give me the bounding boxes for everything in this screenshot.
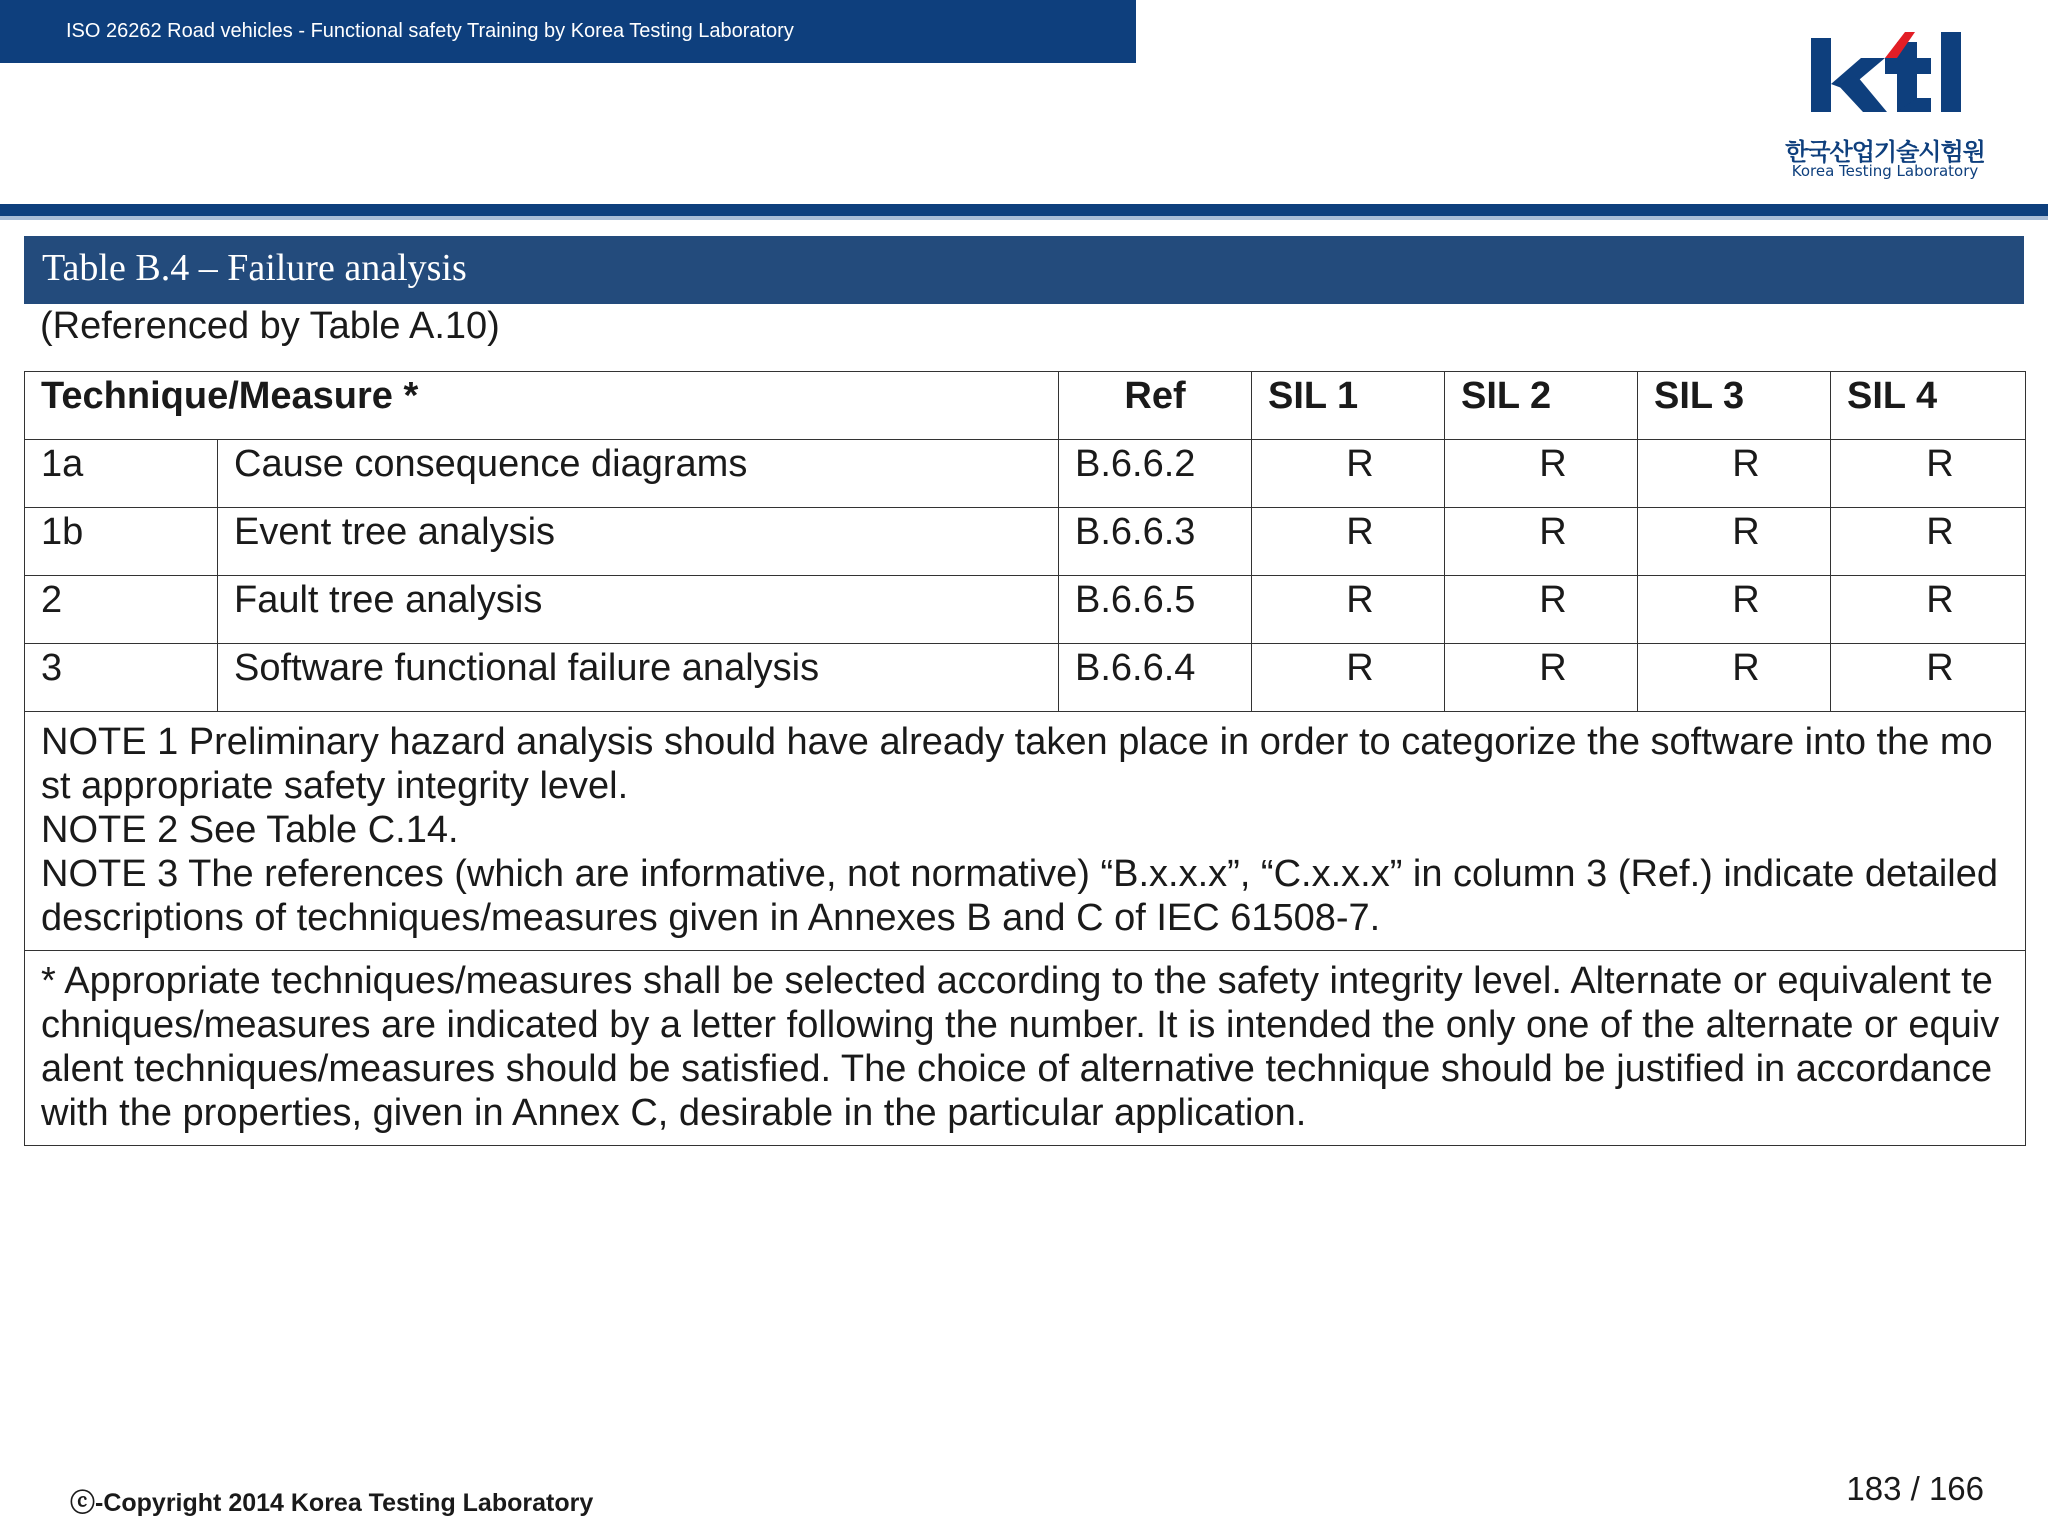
table-row — [25, 508, 2026, 576]
row-sil2: R — [1445, 576, 1638, 644]
table-title-band — [24, 236, 2024, 304]
row-technique: Event tree analysis — [218, 508, 1059, 576]
row-sil2: R — [1445, 440, 1638, 508]
ktl-logo — [1785, 24, 1985, 184]
table-subtitle: (Referenced by Table A.10) — [40, 305, 500, 347]
row-id: 2 — [25, 576, 218, 644]
ktl-logo-mark-icon — [1785, 24, 1985, 124]
row-technique: Cause consequence diagrams — [218, 440, 1059, 508]
header-sil2: SIL 2 — [1445, 372, 1638, 440]
table-footnote: * Appropriate techniques/measures shall be selected according to the safety integrity level. Alternate or equivalent techniques/measures are indicated by a letter following the number. It is intended the only one of the alternate or equivalent techniques/measures should be satisfied. The choice of alternative technique should be justified in accordance with the properties, given in Annex C, desirable in the particular application. — [25, 951, 2026, 1146]
row-id: 1b — [25, 508, 218, 576]
header-title: ISO 26262 Road vehicles - Functional safety Training by Korea Testing Laboratory — [66, 20, 794, 42]
row-ref: B.6.6.3 — [1059, 508, 1252, 576]
note-3: NOTE 3 The references (which are informative, not normative) “B.x.x.x”, “C.x.x.x” in column 3 (Ref.) indicate detailed descriptions of techniques/measures given in Annexes B and C of IEC 61508-7. — [41, 853, 1998, 939]
table-header-row — [25, 372, 2026, 440]
row-sil4: R — [1831, 440, 2026, 508]
note-2: NOTE 2 See Table C.14. — [41, 809, 459, 851]
header-bar — [0, 0, 1136, 63]
table-footnote-row — [25, 951, 2026, 1146]
footer-copyright: ⓒ-Copyright 2014 Korea Testing Laboratory — [70, 1489, 594, 1517]
row-technique: Software functional failure analysis — [218, 644, 1059, 712]
header-divider-accent — [0, 216, 2048, 220]
note-1: NOTE 1 Preliminary hazard analysis should have already taken place in order to categorize the software into the most appropriate safety integrity level. — [41, 721, 1993, 807]
row-ref: B.6.6.2 — [1059, 440, 1252, 508]
row-sil3: R — [1638, 508, 1831, 576]
failure-analysis-table — [24, 371, 2026, 1146]
row-sil3: R — [1638, 644, 1831, 712]
table-notes-cell — [25, 712, 2026, 951]
table-row — [25, 576, 2026, 644]
header-ref: Ref — [1059, 372, 1252, 440]
header-sil4: SIL 4 — [1831, 372, 2026, 440]
logo-korean-text: 한국산업기술시험원 — [1785, 138, 1985, 166]
row-sil2: R — [1445, 644, 1638, 712]
row-sil1: R — [1252, 508, 1445, 576]
row-sil4: R — [1831, 644, 2026, 712]
logo-english-text: Korea Testing Laboratory — [1791, 162, 1979, 180]
row-sil2: R — [1445, 508, 1638, 576]
row-sil4: R — [1831, 508, 2026, 576]
row-ref: B.6.6.5 — [1059, 576, 1252, 644]
row-ref: B.6.6.4 — [1059, 644, 1252, 712]
header-sil1: SIL 1 — [1252, 372, 1445, 440]
table-row — [25, 644, 2026, 712]
row-sil3: R — [1638, 440, 1831, 508]
header-sil3: SIL 3 — [1638, 372, 1831, 440]
row-sil4: R — [1831, 576, 2026, 644]
table-row — [25, 440, 2026, 508]
header-divider — [0, 204, 2048, 216]
row-sil1: R — [1252, 440, 1445, 508]
table-notes-row — [25, 712, 2026, 951]
header-technique: Technique/Measure * — [25, 372, 1059, 440]
row-sil3: R — [1638, 576, 1831, 644]
row-sil1: R — [1252, 576, 1445, 644]
row-id: 1a — [25, 440, 218, 508]
row-technique: Fault tree analysis — [218, 576, 1059, 644]
row-sil1: R — [1252, 644, 1445, 712]
row-id: 3 — [25, 644, 218, 712]
page-number: 183 / 166 — [1846, 1470, 1984, 1507]
table-title: Table B.4 – Failure analysis — [42, 247, 467, 289]
